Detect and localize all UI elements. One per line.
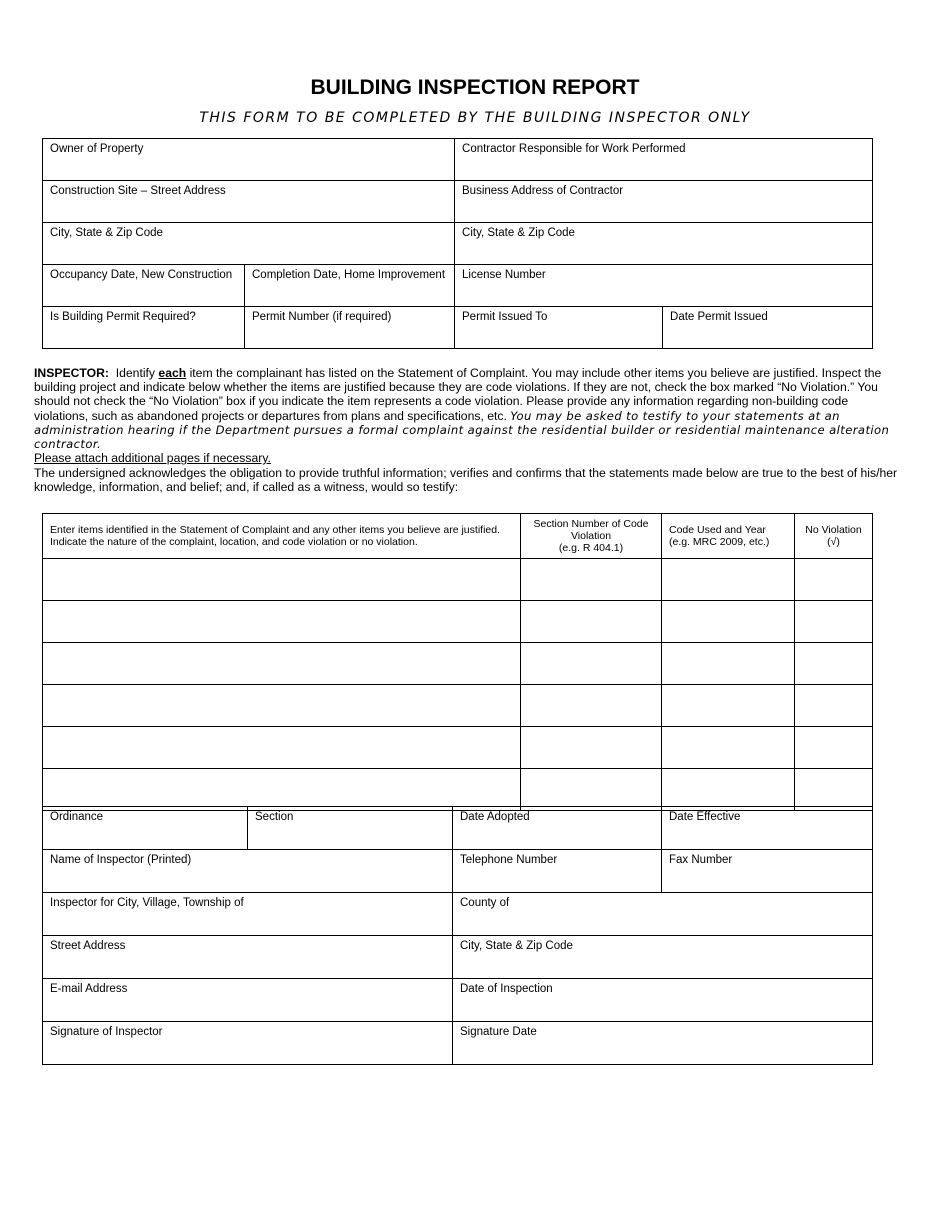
section-number-cell[interactable] — [521, 643, 662, 685]
section-label: Section — [255, 811, 294, 823]
permit-required-label: Is Building Permit Required? — [50, 311, 196, 323]
inspector-city-state-zip-label: City, State & Zip Code — [460, 940, 573, 952]
site-address-label: Construction Site – Street Address — [50, 185, 226, 197]
table-row — [43, 601, 873, 643]
contractor-city-state-zip-label: City, State & Zip Code — [462, 227, 575, 239]
item-description-cell[interactable] — [43, 685, 521, 727]
code-used-cell[interactable] — [662, 643, 795, 685]
item-description-cell[interactable] — [43, 643, 521, 685]
signature-date-field[interactable] — [453, 1022, 873, 1065]
permit-required-field[interactable] — [43, 307, 245, 349]
email-label: E-mail Address — [50, 983, 128, 995]
item-description-cell[interactable] — [43, 769, 521, 811]
site-city-state-zip-field[interactable] — [43, 223, 455, 265]
ordinance-field[interactable] — [43, 807, 248, 850]
date-effective-label: Date Effective — [669, 811, 741, 823]
code-used-cell[interactable] — [662, 601, 795, 643]
item-description-cell[interactable] — [43, 601, 521, 643]
street-address-field[interactable] — [43, 936, 453, 979]
inspector-instructions — [34, 366, 904, 465]
date-adopted-label: Date Adopted — [460, 811, 530, 823]
no-violation-checkbox[interactable] — [795, 601, 873, 643]
permit-number-label: Permit Number (if required) — [252, 311, 392, 323]
inspector-city-state-zip-field[interactable] — [453, 936, 873, 979]
code-used-cell[interactable] — [662, 559, 795, 601]
inspector-info-table — [42, 806, 873, 1065]
no-violation-header: No Violation (√) — [795, 514, 873, 559]
table-row — [43, 685, 873, 727]
date-adopted-field[interactable] — [453, 807, 662, 850]
date-of-inspection-label: Date of Inspection — [460, 983, 553, 995]
no-violation-checkbox[interactable] — [795, 685, 873, 727]
inspector-for-label: Inspector for City, Village, Township of — [50, 897, 244, 909]
description-header: Enter items identified in the Statement of Complaint and any other items you believe are justified. Indicate the nature of the complaint, location, and code violation or no violation. — [43, 514, 521, 559]
page-subtitle: THIS FORM TO BE COMPLETED BY THE BUILDING INSPECTOR ONLY — [199, 110, 751, 126]
owner-field[interactable] — [43, 139, 455, 181]
section-number-cell[interactable] — [521, 601, 662, 643]
occupancy-date-field[interactable] — [43, 265, 245, 307]
table-row — [43, 769, 873, 811]
business-address-label: Business Address of Contractor — [462, 185, 624, 197]
owner-label: Owner of Property — [50, 143, 144, 155]
section-number-cell[interactable] — [521, 559, 662, 601]
permit-number-field[interactable] — [245, 307, 455, 349]
site-city-state-zip-label: City, State & Zip Code — [50, 227, 163, 239]
page-title: BUILDING INSPECTION REPORT — [310, 76, 640, 99]
fax-label: Fax Number — [669, 854, 733, 866]
permit-issued-to-field[interactable] — [455, 307, 663, 349]
license-number-label: License Number — [462, 269, 546, 281]
table-row — [43, 643, 873, 685]
table-row — [43, 559, 873, 601]
table-row — [43, 727, 873, 769]
county-label: County of — [460, 897, 510, 909]
date-of-inspection-field[interactable] — [453, 979, 873, 1022]
contractor-label: Contractor Responsible for Work Performed — [462, 143, 686, 155]
code-used-cell[interactable] — [662, 685, 795, 727]
property-info-table — [42, 138, 873, 349]
signature-date-label: Signature Date — [460, 1026, 537, 1038]
code-used-cell[interactable] — [662, 727, 795, 769]
each-emphasis: each — [158, 366, 187, 380]
item-description-cell[interactable] — [43, 727, 521, 769]
telephone-label: Telephone Number — [460, 854, 558, 866]
date-permit-issued-label: Date Permit Issued — [670, 311, 768, 323]
attach-pages-notice: Please attach additional pages if necessary. — [34, 451, 271, 466]
fax-field[interactable] — [662, 850, 873, 893]
email-field[interactable] — [43, 979, 453, 1022]
permit-issued-to-label: Permit Issued To — [462, 311, 548, 323]
no-violation-checkbox[interactable] — [795, 643, 873, 685]
contractor-city-state-zip-field[interactable] — [455, 223, 873, 265]
inspector-name-label: Name of Inspector (Printed) — [50, 854, 192, 866]
no-violation-checkbox[interactable] — [795, 769, 873, 811]
date-effective-field[interactable] — [662, 807, 873, 850]
instructions-text-2: item the complainant has listed on the Statement of Complaint. You may include other items you believe are justified. Inspect the building project and indicate below whether the items are justified because they are code violations. If they are not, check the box marked “No Violation.” You should not check the “No Violation” box if you indicate the item represents a code violation. Please provide any information regarding non-building code violations, such as abandoned projects or departures from plans and specifications, etc. — [34, 366, 882, 423]
no-violation-checkbox[interactable] — [795, 727, 873, 769]
item-description-cell[interactable] — [43, 559, 521, 601]
code-used-header: Code Used and Year (e.g. MRC 2009, etc.) — [662, 514, 795, 559]
section-number-header: Section Number of Code Violation (e.g. R 404.1) — [521, 514, 662, 559]
acknowledgement-text: The undersigned acknowledges the obligation to provide truthful information; verifies and confirms that the statements made below are true to the best of his/her knowledge, information, and belief; and, if called as a witness, would so testify: — [34, 466, 898, 495]
no-violation-checkbox[interactable] — [795, 559, 873, 601]
contractor-field[interactable] — [455, 139, 873, 181]
date-permit-issued-field[interactable] — [663, 307, 873, 349]
inspector-name-field[interactable] — [43, 850, 453, 893]
section-number-cell[interactable] — [521, 769, 662, 811]
section-number-cell[interactable] — [521, 685, 662, 727]
signature-field[interactable] — [43, 1022, 453, 1065]
section-field[interactable] — [248, 807, 453, 850]
completion-date-label: Completion Date, Home Improvement — [252, 269, 446, 281]
business-address-field[interactable] — [455, 181, 873, 223]
ordinance-label: Ordinance — [50, 811, 104, 823]
inspector-label: INSPECTOR: — [34, 366, 109, 380]
inspector-for-field[interactable] — [43, 893, 453, 936]
license-number-field[interactable] — [455, 265, 873, 307]
violations-table — [42, 513, 873, 811]
completion-date-field[interactable] — [245, 265, 455, 307]
street-address-label: Street Address — [50, 940, 126, 952]
section-number-cell[interactable] — [521, 727, 662, 769]
county-field[interactable] — [453, 893, 873, 936]
occupancy-date-label: Occupancy Date, New Construction — [50, 269, 233, 281]
site-address-field[interactable] — [43, 181, 455, 223]
code-used-cell[interactable] — [662, 769, 795, 811]
telephone-field[interactable] — [453, 850, 662, 893]
instructions-text-1: Identify — [115, 366, 159, 380]
signature-label: Signature of Inspector — [50, 1026, 163, 1038]
testify-notice: You may be asked to testify to your statements at an administration hearing if the Department pursues a formal complaint against the residential builder or residential maintenance alteration contractor. — [34, 408, 890, 452]
